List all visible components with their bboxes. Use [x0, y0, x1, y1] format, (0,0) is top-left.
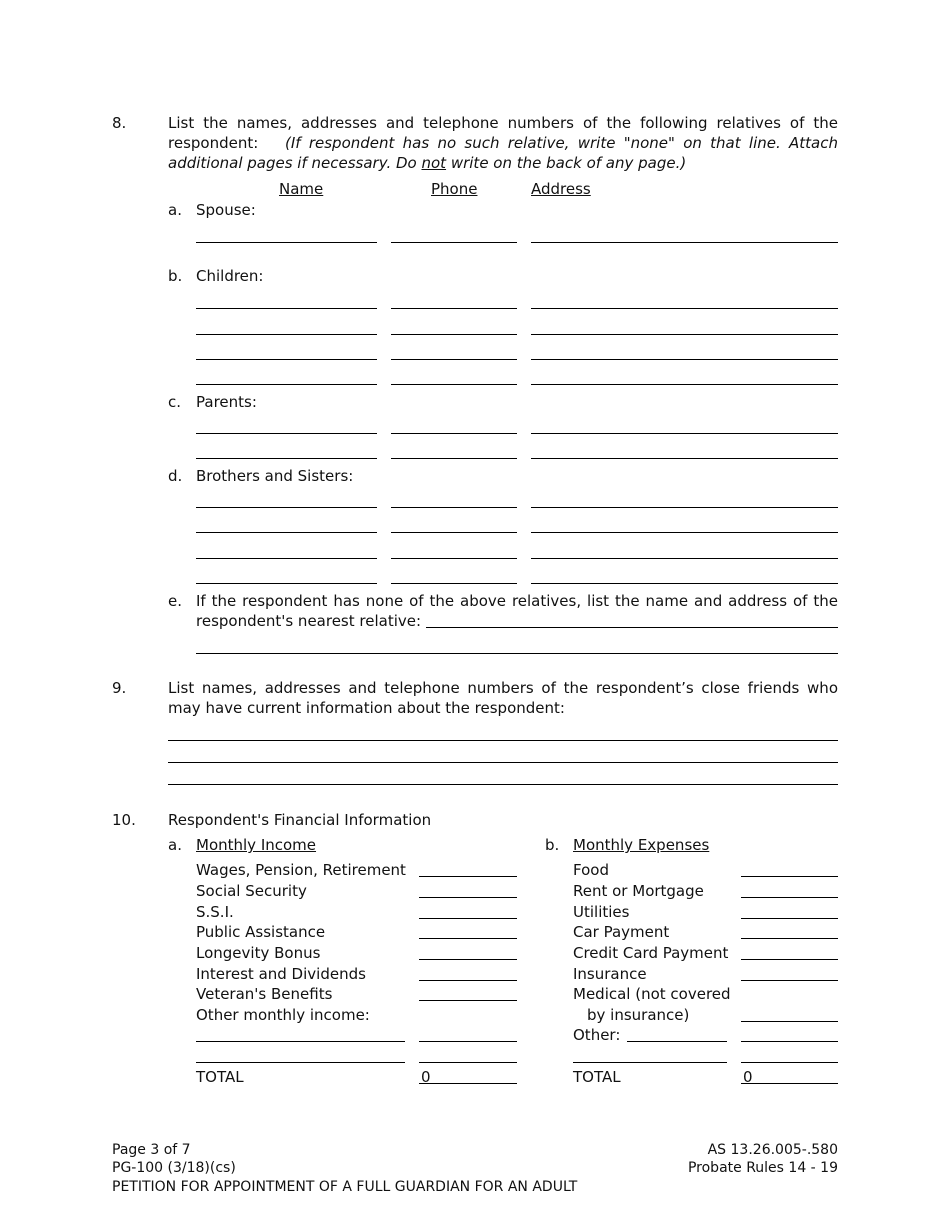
section-9-line-1: List names, addresses and telephone numbers of the respondent’s close friends who	[168, 679, 838, 697]
income-label-other: Other monthly income:	[196, 1006, 370, 1024]
income-field-interest[interactable]	[419, 980, 517, 981]
nearest-relative-line-2[interactable]	[196, 653, 838, 654]
relative-name-field-6[interactable]	[196, 433, 377, 434]
expense-field-car-payment[interactable]	[741, 938, 838, 939]
relative-address-field-4[interactable]	[531, 359, 838, 360]
expense-label-insurance: Insurance	[573, 965, 647, 983]
section-10-number: 10.	[112, 811, 136, 829]
relative-name-field-3[interactable]	[196, 334, 377, 335]
relative-address-field-6[interactable]	[531, 433, 838, 434]
expense-total-label: TOTAL	[573, 1068, 621, 1086]
relative-name-field-10[interactable]	[196, 558, 377, 559]
section-9-line-2: may have current information about the respondent:	[168, 699, 565, 717]
income-label-longevity-bonus: Longevity Bonus	[196, 944, 321, 962]
relative-address-field-5[interactable]	[531, 384, 838, 385]
income-label-veterans: Veteran's Benefits	[196, 985, 333, 1003]
parents-label: Parents:	[196, 393, 257, 411]
children-label: Children:	[196, 267, 264, 285]
relative-phone-field-1[interactable]	[391, 242, 517, 243]
expense-label-rent: Rent or Mortgage	[573, 882, 704, 900]
section-9-number: 9.	[112, 679, 127, 697]
expense-label-medical: Medical (not covered	[573, 985, 731, 1003]
expense-label-other: Other:	[573, 1026, 621, 1044]
item-e-line-2: respondent's nearest relative:	[196, 612, 422, 630]
relative-phone-field-10[interactable]	[391, 558, 517, 559]
income-total-label: TOTAL	[196, 1068, 244, 1086]
item-e-line-1: If the respondent has none of the above relatives, list the name and address of the	[196, 592, 838, 610]
relative-name-field-4[interactable]	[196, 359, 377, 360]
relative-address-field-1[interactable]	[531, 242, 838, 243]
relative-address-field-11[interactable]	[531, 583, 838, 584]
section-8-line-2a: respondent:	[168, 134, 259, 152]
expense-other-desc-2[interactable]	[573, 1062, 727, 1063]
income-field-ssi[interactable]	[419, 918, 517, 919]
expense-label-utilities: Utilities	[573, 903, 630, 921]
income-field-public-assistance[interactable]	[419, 938, 517, 939]
nearest-relative-line-1[interactable]	[426, 627, 838, 628]
column-header-phone: Phone	[431, 180, 478, 198]
item-a-letter: a.	[168, 201, 182, 219]
income-label-public-assistance: Public Assistance	[196, 923, 326, 941]
relative-name-field-9[interactable]	[196, 532, 377, 533]
footer-rules: Probate Rules 14 - 19	[687, 1160, 838, 1176]
section-8-line-3: additional pages if necessary. Do not write on the back of any page.)	[168, 154, 687, 172]
expense-label-car-payment: Car Payment	[573, 923, 670, 941]
section-10-title: Respondent's Financial Information	[168, 811, 432, 829]
footer-statute: AS 13.26.005-.580	[707, 1142, 838, 1158]
column-header-name: Name	[279, 180, 324, 198]
income-other-desc-1[interactable]	[196, 1041, 405, 1042]
item-b-letter: b.	[168, 267, 183, 285]
relative-name-field-8[interactable]	[196, 507, 377, 508]
expense-field-credit-card[interactable]	[741, 959, 838, 960]
income-field-longevity-bonus[interactable]	[419, 959, 517, 960]
relative-address-field-10[interactable]	[531, 558, 838, 559]
income-field-wages[interactable]	[419, 876, 517, 877]
relative-address-field-8[interactable]	[531, 507, 838, 508]
item-d-letter: d.	[168, 467, 183, 485]
friends-line-3[interactable]	[168, 784, 838, 785]
relative-phone-field-11[interactable]	[391, 583, 517, 584]
expense-field-rent[interactable]	[741, 897, 838, 898]
expense-field-insurance[interactable]	[741, 980, 838, 981]
item-10b-letter: b.	[545, 836, 560, 854]
item-c-letter: c.	[168, 393, 182, 411]
expense-field-food[interactable]	[741, 876, 838, 877]
item-10a-letter: a.	[168, 836, 182, 854]
relative-phone-field-4[interactable]	[391, 359, 517, 360]
section-8-line-1: List the names, addresses and telephone numbers of the following relatives of the	[168, 114, 838, 132]
relative-phone-field-5[interactable]	[391, 384, 517, 385]
income-field-social-security[interactable]	[419, 897, 517, 898]
footer-form-number: PG-100 (3/18)(cs)	[112, 1160, 236, 1176]
expense-other-amount-2[interactable]	[741, 1062, 838, 1063]
relative-address-field-9[interactable]	[531, 532, 838, 533]
expense-label-medical-cont: by insurance)	[587, 1006, 690, 1024]
footer-form-title: PETITION FOR APPOINTMENT OF A FULL GUARDIAN FOR AN ADULT	[112, 1179, 578, 1195]
expense-label-food: Food	[573, 861, 609, 879]
spouse-label: Spouse:	[196, 201, 256, 219]
relative-phone-field-9[interactable]	[391, 532, 517, 533]
relative-address-field-7[interactable]	[531, 458, 838, 459]
income-total-field[interactable]	[419, 1083, 517, 1084]
monthly-income-title: Monthly Income	[196, 836, 317, 854]
monthly-expenses-title: Monthly Expenses	[573, 836, 710, 854]
relative-phone-field-2[interactable]	[391, 308, 517, 309]
expense-field-utilities[interactable]	[741, 918, 838, 919]
relative-name-field-11[interactable]	[196, 583, 377, 584]
relative-phone-field-6[interactable]	[391, 433, 517, 434]
income-label-ssi: S.S.I.	[196, 903, 234, 921]
relative-name-field-2[interactable]	[196, 308, 377, 309]
income-label-wages: Wages, Pension, Retirement	[196, 861, 406, 879]
item-e-letter: e.	[168, 592, 182, 610]
relative-address-field-3[interactable]	[531, 334, 838, 335]
expense-other-amount-1[interactable]	[741, 1041, 838, 1042]
relative-name-field-7[interactable]	[196, 458, 377, 459]
income-total-value: 0	[421, 1068, 431, 1086]
relative-phone-field-8[interactable]	[391, 507, 517, 508]
income-other-desc-2[interactable]	[196, 1062, 405, 1063]
siblings-label: Brothers and Sisters:	[196, 467, 354, 485]
column-header-address: Address	[531, 180, 591, 198]
friends-line-1[interactable]	[168, 740, 838, 741]
relative-address-field-2[interactable]	[531, 308, 838, 309]
expense-total-value: 0	[743, 1068, 753, 1086]
relative-name-field-1[interactable]	[196, 242, 377, 243]
income-label-interest: Interest and Dividends	[196, 965, 366, 983]
income-other-amount-2[interactable]	[419, 1062, 517, 1063]
expense-label-credit-card: Credit Card Payment	[573, 944, 729, 962]
friends-line-2[interactable]	[168, 762, 838, 763]
relative-name-field-5[interactable]	[196, 384, 377, 385]
section-8-number: 8.	[112, 114, 127, 132]
expense-other-desc-1[interactable]	[627, 1041, 727, 1042]
expense-total-field[interactable]	[741, 1083, 838, 1084]
relative-phone-field-7[interactable]	[391, 458, 517, 459]
relative-phone-field-3[interactable]	[391, 334, 517, 335]
income-other-amount-1[interactable]	[419, 1041, 517, 1042]
footer-page-number: Page 3 of 7	[112, 1142, 191, 1158]
expense-field-medical[interactable]	[741, 1021, 838, 1022]
section-8-line-2b: (If respondent has no such relative, write "none" on that line. Attach	[285, 134, 838, 152]
income-label-social-security: Social Security	[196, 882, 307, 900]
income-field-veterans[interactable]	[419, 1000, 517, 1001]
